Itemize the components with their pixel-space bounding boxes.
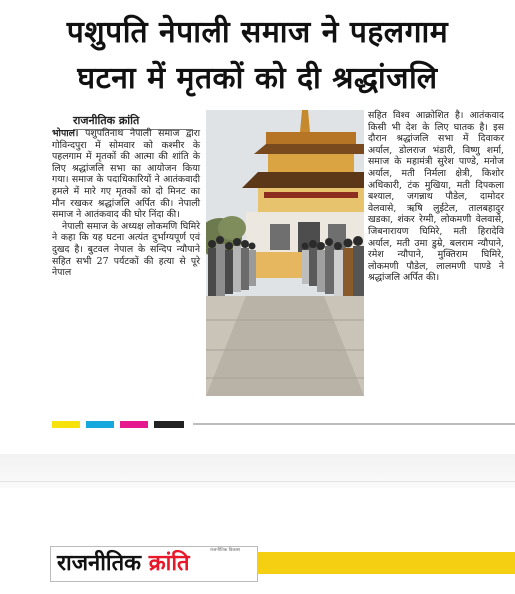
news-photo [206,110,364,396]
paragraph-text: पशुपतिनाथ नेपाली समाज द्वारा गोविन्दपुरा में सोमवार को कश्मीर के पहलगाम में मृतकों की आत्मा की शांति के लिए श्रद्धांजलि सभा का आयोजन किया गया। समाज के पदाधिकारियों ने आतंकवादी हमले में मारे गए मृतकों को दो मिनट का मौन रखकर श्रद्धांजलि अर्पित की। नेपाली समाज ने आतंकवाद की घोर निंदा की। [52,128,200,221]
color-strip-magenta [120,421,148,428]
masthead-name-part1: राजनीतिक [57,551,149,576]
masthead-logo [50,546,258,582]
byline: राजनीतिक क्रांति [73,113,193,130]
page-gap [0,454,515,488]
headline-line-1: पशुपति नेपाली समाज ने पहलगाम [66,15,449,50]
masthead-tagline: राजनीतिक विकास [210,548,240,553]
color-strip-cyan [86,421,114,428]
article-column-right [368,110,504,284]
dateline: भोपाल। [52,128,79,139]
article-paragraph [52,128,200,221]
masthead-yellow-bar [257,552,515,574]
divider-line [193,423,515,425]
article-paragraph: नेपाली समाज के अध्यक्ष लोकमणि घिमिरे ने कहा कि यह घटना अत्यंत दुर्भाग्यपूर्ण एवं दुखद है। बुटवल नेपाल के सन्दिप न्यौपाने सहित सभी 27 पर्यटकों की हत्या से पूरे नेपाल [52,220,200,279]
article-column-left [52,128,200,279]
article-paragraph: सहित विश्व आक्रोशित है। आतंकवाद किसी भी देश के लिए घातक है। इस दौरान श्रद्धांजलि सभा में दिवाकर अर्याल, डोलराज भंडारी, विष्णु शर्मा, समाज के महामंत्री सुरेश पाण्डे, मनोज अर्याल, मती निर्मला क्षेत्री, किशोर अधिकारी, टंक मुखिया, मती दिपकला बश्याल, जगन्नाथ पौडेल, दामोदर वेलवासे, ऋषि लुईटेल, तालबहादुर खडका, शंकर रेग्मी, लोकमणी वेलवासे, जिबनारायण घिमिरे, मती हिरादेवि अर्याल, मती उमा डुम्रे, बलराम न्यौपाने, रमेश न्यौपाने, मुक्तिराम घिमिरे, लोकमणी पौडेल, लालमणी पाण्डे ने श्रद्धांजलि अर्पित की। [368,110,504,284]
masthead-name-part2: क्रांति [148,551,190,576]
color-strip-black [154,421,184,428]
masthead-name [57,549,190,579]
page-gap-rule [0,481,515,482]
color-strip-yellow [52,421,80,428]
headline-line-2: घटना में मृतकों को दी श्रद्धांजलि [77,61,438,96]
temple-gathering-photo [206,110,364,396]
